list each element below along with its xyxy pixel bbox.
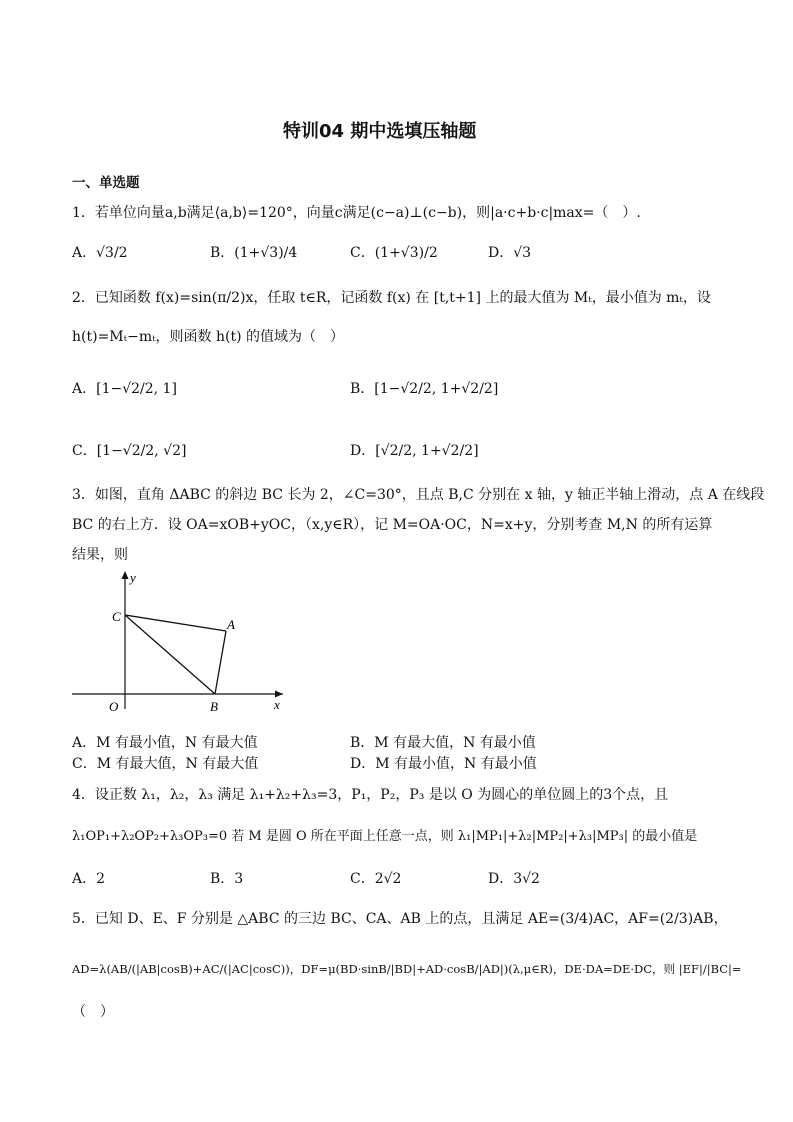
question-3-option-a: A．M 有最小值，N 有最大值 bbox=[72, 735, 258, 751]
question-4-option-c: C．2√2 bbox=[350, 871, 402, 887]
question-2-option-a: A．[1−√2/2, 1] bbox=[72, 381, 177, 397]
y-axis-arrow bbox=[122, 571, 129, 579]
question-4-option-a: A．2 bbox=[72, 871, 106, 887]
question-2-option-d: D．[√2/2, 1+√2/2] bbox=[350, 443, 479, 459]
question-3-option-c: C．M 有最大值，N 有最大值 bbox=[72, 756, 259, 772]
question-3-stem-line3: 结果，则 bbox=[72, 547, 128, 563]
question-4-stem-line1: 4．设正数 λ₁，λ₂，λ₃ 满足 λ₁+λ₂+λ₃=3，P₁，P₂，P₃ 是以 O 为圆心的单位圆上的3个点，且 bbox=[72, 787, 669, 803]
question-3-option-d: D．M 有最小值，N 有最小值 bbox=[350, 756, 537, 772]
question-1-option-d: D．√3 bbox=[488, 245, 532, 261]
question-2-option-b: B．[1−√2/2, 1+√2/2] bbox=[350, 381, 499, 397]
section-heading: 一、单选题 bbox=[72, 175, 140, 191]
question-2-stem-line1: 2．已知函数 f(x)=sin(π/2)x，任取 t∈R，记函数 f(x) 在 [t,t+1] 上的最大值为 Mₜ，最小值为 mₜ，设 bbox=[72, 290, 711, 306]
question-3-option-b: B．M 有最大值，N 有最小值 bbox=[350, 735, 536, 751]
figure-label-c: C bbox=[112, 609, 121, 624]
figure-label-b: B bbox=[210, 699, 218, 714]
figure-label-o: O bbox=[109, 699, 119, 714]
question-3-stem-line1: 3．如图，直角 ΔABC 的斜边 BC 长为 2，∠C=30°，且点 B,C 分别在 x 轴，y 轴正半轴上滑动，点 A 在线段 bbox=[72, 487, 765, 503]
question-3-stem-line2: BC 的右上方．设 OA=xOB+yOC，（x,y∈R），记 M=OA·OC，N=x+y，分别考查 M,N 的所有运算 bbox=[72, 517, 713, 533]
question-1-option-b: B．(1+√3)/4 bbox=[210, 245, 298, 261]
question-2-stem-line2: h(t)=Mₜ−mₜ，则函数 h(t) 的值域为（ ） bbox=[72, 329, 345, 345]
question-5-stem-line3: （ ） bbox=[72, 1004, 114, 1020]
question-1-stem: 1．若单位向量a,b满足⟨a,b⟩=120°，向量c满足(c−a)⊥(c−b)，则|a·c+b·c|max=（ ）. bbox=[72, 205, 641, 221]
question-5-stem-line1: 5．已知 D、E、F 分别是 △ABC 的三边 BC、CA、AB 上的点，且满足 AE=(3/4)AC，AF=(2/3)AB， bbox=[72, 911, 728, 927]
figure-label-x: x bbox=[274, 697, 280, 712]
question-4-option-b: B．3 bbox=[210, 871, 244, 887]
question-2-option-c: C．[1−√2/2, √2] bbox=[72, 443, 187, 459]
figure-label-y: y bbox=[130, 570, 136, 585]
question-1-option-c: C．(1+√3)/2 bbox=[350, 245, 438, 261]
question-3-figure bbox=[68, 567, 298, 717]
page-title: 特训04 期中选填压轴题 bbox=[283, 121, 477, 142]
question-1-option-a: A．√3/2 bbox=[72, 245, 128, 261]
question-5-stem-line2: AD=λ(AB/(|AB|cosB)+AC/(|AC|cosC))，DF=μ(BD·sinB/|BD|+AD·cosB/|AD|)(λ,μ∈R)，DE·DA=DE·DC，则 |EF|/|BC|= bbox=[72, 962, 742, 976]
segment-ab bbox=[215, 631, 226, 694]
question-4-stem-line2: λ₁OP₁+λ₂OP₂+λ₃OP₃=0 若 M 是圆 O 所在平面上任意一点，则 λ₁|MP₁|+λ₂|MP₂|+λ₃|MP₃| 的最小值是 bbox=[72, 829, 698, 844]
figure-label-a: A bbox=[227, 617, 235, 632]
question-4-option-d: D．3√2 bbox=[488, 871, 540, 887]
